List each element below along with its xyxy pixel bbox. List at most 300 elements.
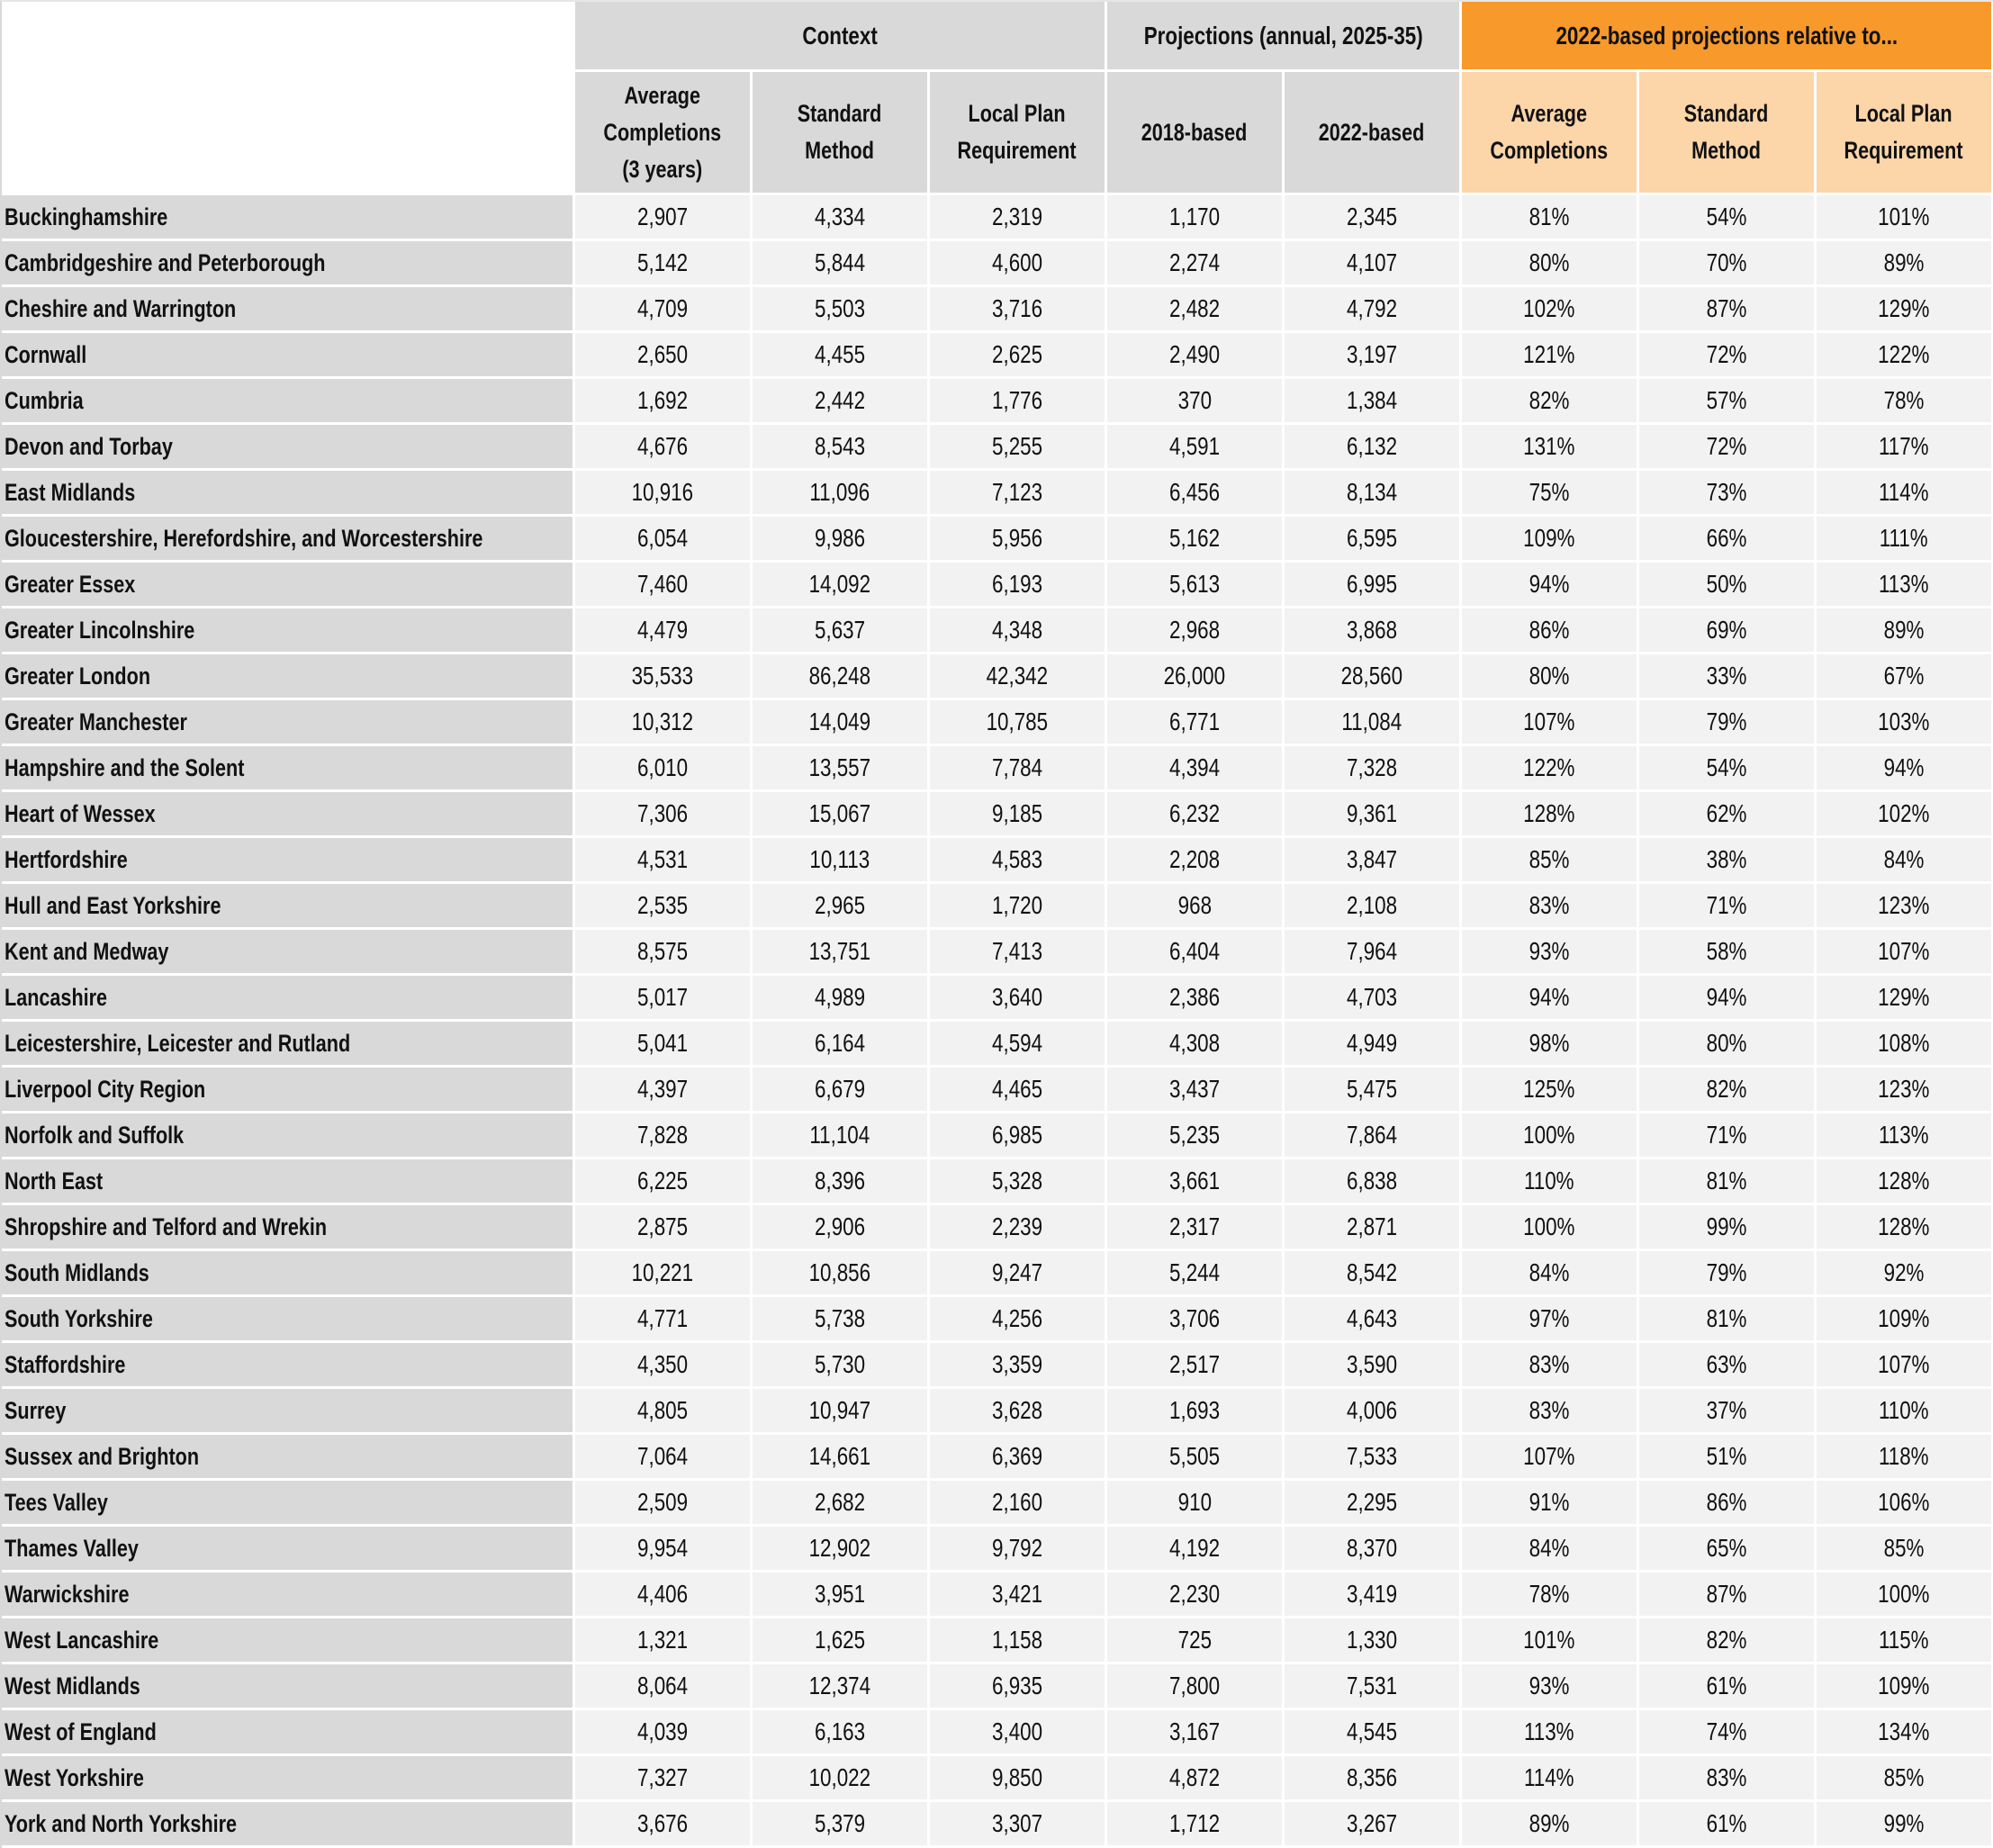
cell-value: 10,312 bbox=[631, 708, 694, 735]
cell-value: 121% bbox=[1523, 340, 1575, 368]
cell-value: 8,542 bbox=[1346, 1258, 1398, 1286]
table-cell bbox=[930, 1802, 1105, 1845]
table-cell bbox=[1462, 1710, 1637, 1753]
cell-value: 5,730 bbox=[814, 1350, 866, 1378]
table-cell bbox=[753, 1113, 927, 1157]
table-cell bbox=[1107, 700, 1282, 744]
table-cell bbox=[753, 1389, 927, 1432]
table-cell bbox=[575, 1618, 750, 1662]
cell-value: 83% bbox=[1529, 1396, 1570, 1424]
cell-value: 8,064 bbox=[636, 1672, 689, 1699]
area-name: Cheshire and Warrington bbox=[5, 294, 237, 322]
table-cell bbox=[1817, 1710, 1991, 1753]
cell-value: 5,503 bbox=[814, 294, 866, 322]
table-cell bbox=[753, 792, 927, 835]
table-cell bbox=[575, 930, 750, 973]
cell-value: 122% bbox=[1523, 753, 1575, 781]
area-name: Lancashire bbox=[5, 983, 108, 1011]
cell-value: 86% bbox=[1706, 1488, 1747, 1516]
cell-value: 84% bbox=[1883, 845, 1925, 873]
group-header-label: Projections (annual, 2025-35) bbox=[1143, 21, 1423, 50]
cell-value: 61% bbox=[1706, 1809, 1747, 1837]
table-cell bbox=[1462, 1664, 1637, 1708]
cell-value: 6,595 bbox=[1346, 524, 1398, 552]
cell-value: 101% bbox=[1878, 203, 1930, 230]
table-cell bbox=[1285, 1435, 1459, 1478]
cell-value: 54% bbox=[1706, 203, 1747, 230]
table-cell bbox=[575, 838, 750, 881]
cell-value: 110% bbox=[1879, 1396, 1929, 1424]
cell-value: 100% bbox=[1523, 1212, 1575, 1240]
table-cell bbox=[1107, 608, 1282, 652]
area-name: Sussex and Brighton bbox=[5, 1442, 200, 1470]
cell-value: 80% bbox=[1706, 1029, 1747, 1057]
table-cell bbox=[1817, 930, 1991, 973]
cell-value: 7,531 bbox=[1346, 1672, 1398, 1699]
row-label bbox=[2, 1343, 573, 1386]
table-cell bbox=[575, 1297, 750, 1340]
cell-value: 89% bbox=[1529, 1809, 1570, 1837]
cell-value: 94% bbox=[1529, 983, 1570, 1011]
cell-value: 2,517 bbox=[1168, 1350, 1221, 1378]
table-cell bbox=[753, 700, 927, 744]
cell-value: 9,850 bbox=[991, 1763, 1043, 1791]
table-cell bbox=[930, 471, 1105, 514]
row-label bbox=[2, 1664, 573, 1708]
cell-value: 128% bbox=[1878, 1167, 1930, 1194]
cell-value: 9,247 bbox=[991, 1258, 1043, 1286]
table-cell bbox=[930, 1664, 1105, 1708]
cell-value: 7,784 bbox=[991, 753, 1043, 781]
area-name: Greater Lincolnshire bbox=[5, 616, 195, 644]
row-label bbox=[2, 241, 573, 284]
table-cell bbox=[1639, 1389, 1814, 1432]
table-cell bbox=[1462, 1756, 1637, 1799]
table-cell bbox=[1285, 1664, 1459, 1708]
column-header-label bbox=[1844, 95, 1963, 169]
table-cell bbox=[575, 1664, 750, 1708]
cell-value: 2,509 bbox=[636, 1488, 689, 1516]
table-cell bbox=[1639, 1022, 1814, 1065]
row-label bbox=[2, 1573, 573, 1616]
table-cell bbox=[1817, 1205, 1991, 1249]
table-cell bbox=[1285, 563, 1459, 606]
cell-value: 10,022 bbox=[808, 1763, 871, 1791]
area-name: York and North Yorkshire bbox=[5, 1809, 238, 1837]
table-cell bbox=[1107, 1618, 1282, 1662]
table-cell bbox=[1107, 1343, 1282, 1386]
area-name: Warwickshire bbox=[5, 1580, 130, 1608]
table-cell bbox=[1285, 884, 1459, 927]
table-cell bbox=[575, 563, 750, 606]
table-cell bbox=[1639, 1664, 1814, 1708]
table-cell bbox=[930, 333, 1105, 376]
table-cell bbox=[1285, 700, 1459, 744]
table-cell bbox=[1462, 379, 1637, 422]
table-cell bbox=[1639, 1343, 1814, 1386]
cell-value: 98% bbox=[1529, 1029, 1570, 1057]
table-cell bbox=[753, 838, 927, 881]
cell-value: 1,170 bbox=[1168, 203, 1221, 230]
table-cell bbox=[1817, 1389, 1991, 1432]
cell-value: 4,545 bbox=[1346, 1717, 1398, 1745]
table-cell bbox=[1107, 1481, 1282, 1524]
table-cell bbox=[930, 517, 1105, 560]
cell-value: 92% bbox=[1883, 1258, 1925, 1286]
cell-value: 2,682 bbox=[814, 1488, 866, 1516]
cell-value: 6,456 bbox=[1168, 478, 1221, 506]
table-cell bbox=[1462, 1802, 1637, 1845]
table-cell bbox=[1817, 838, 1991, 881]
table-cell bbox=[930, 1435, 1105, 1478]
table-cell bbox=[1285, 976, 1459, 1019]
table-cell bbox=[1639, 1159, 1814, 1203]
cell-value: 50% bbox=[1706, 570, 1747, 598]
table-cell bbox=[1462, 471, 1637, 514]
cell-value: 85% bbox=[1529, 845, 1570, 873]
cell-value: 1,693 bbox=[1168, 1396, 1221, 1424]
table-cell bbox=[1107, 1068, 1282, 1111]
table-cell bbox=[1817, 1159, 1991, 1203]
row-label bbox=[2, 1389, 573, 1432]
table-cell bbox=[1285, 838, 1459, 881]
table-cell bbox=[575, 1435, 750, 1478]
cell-value: 4,465 bbox=[991, 1075, 1043, 1103]
cell-value: 72% bbox=[1706, 432, 1747, 460]
cell-value: 7,864 bbox=[1346, 1121, 1398, 1149]
cell-value: 5,379 bbox=[814, 1809, 866, 1837]
corner-blank-cell bbox=[2, 2, 573, 193]
table-cell bbox=[1639, 1756, 1814, 1799]
cell-value: 6,771 bbox=[1168, 708, 1221, 735]
cell-value: 5,244 bbox=[1168, 1258, 1221, 1286]
row-label bbox=[2, 1435, 573, 1478]
cell-value: 93% bbox=[1529, 1672, 1570, 1699]
cell-value: 5,162 bbox=[1168, 524, 1221, 552]
cell-value: 58% bbox=[1706, 937, 1747, 965]
cell-value: 6,404 bbox=[1168, 937, 1221, 965]
cell-value: 9,986 bbox=[814, 524, 866, 552]
table-cell bbox=[1462, 838, 1637, 881]
cell-value: 89% bbox=[1883, 248, 1925, 276]
table-cell bbox=[753, 425, 927, 468]
cell-value: 3,628 bbox=[991, 1396, 1043, 1424]
row-label bbox=[2, 608, 573, 652]
cell-value: 125% bbox=[1523, 1075, 1575, 1103]
table-cell bbox=[1285, 1068, 1459, 1111]
cell-value: 6,010 bbox=[636, 753, 689, 781]
cell-value: 4,703 bbox=[1346, 983, 1398, 1011]
area-name: Cumbria bbox=[5, 386, 84, 414]
cell-value: 123% bbox=[1878, 891, 1930, 919]
row-label bbox=[2, 1756, 573, 1799]
row-label bbox=[2, 471, 573, 514]
table-cell bbox=[753, 1205, 927, 1249]
cell-value: 1,720 bbox=[991, 891, 1043, 919]
table-cell bbox=[575, 1710, 750, 1753]
cell-value: 4,709 bbox=[636, 294, 689, 322]
table-cell bbox=[930, 287, 1105, 330]
cell-value: 2,230 bbox=[1168, 1580, 1221, 1608]
cell-value: 4,334 bbox=[814, 203, 866, 230]
cell-value: 57% bbox=[1706, 386, 1747, 414]
table-cell bbox=[930, 1343, 1105, 1386]
table-cell bbox=[1462, 746, 1637, 789]
table-cell bbox=[1639, 1527, 1814, 1570]
table-cell bbox=[1817, 884, 1991, 927]
cell-value: 5,142 bbox=[636, 248, 689, 276]
cell-value: 14,092 bbox=[808, 570, 871, 598]
cell-value: 2,482 bbox=[1168, 294, 1221, 322]
table-cell bbox=[930, 1022, 1105, 1065]
table-cell bbox=[1817, 425, 1991, 468]
area-name: West Lancashire bbox=[5, 1626, 159, 1654]
cell-value: 2,650 bbox=[636, 340, 689, 368]
table-cell bbox=[1639, 287, 1814, 330]
table-cell bbox=[1639, 471, 1814, 514]
cell-value: 54% bbox=[1706, 753, 1747, 781]
cell-value: 71% bbox=[1706, 891, 1747, 919]
table-cell bbox=[1107, 884, 1282, 927]
table-cell bbox=[1462, 930, 1637, 973]
row-label bbox=[2, 746, 573, 789]
cell-value: 4,406 bbox=[636, 1580, 689, 1608]
table-cell bbox=[1285, 1113, 1459, 1157]
table-cell bbox=[1462, 1113, 1637, 1157]
area-name: South Midlands bbox=[5, 1258, 149, 1286]
cell-value: 100% bbox=[1523, 1121, 1575, 1149]
area-name: Kent and Medway bbox=[5, 937, 169, 965]
area-name: Greater Essex bbox=[5, 570, 136, 598]
table-cell bbox=[1107, 333, 1282, 376]
table-cell bbox=[1817, 333, 1991, 376]
cell-value: 4,989 bbox=[814, 983, 866, 1011]
column-header-line: (3 years) bbox=[622, 155, 703, 183]
table-cell bbox=[575, 471, 750, 514]
column-header-label bbox=[798, 95, 882, 169]
column-header-line: 2018-based bbox=[1141, 118, 1248, 146]
cell-value: 5,505 bbox=[1168, 1442, 1221, 1470]
cell-value: 63% bbox=[1706, 1350, 1747, 1378]
cell-value: 5,041 bbox=[636, 1029, 689, 1057]
area-name: Cambridgeshire and Peterborough bbox=[5, 248, 326, 276]
table-cell bbox=[1107, 241, 1282, 284]
cell-value: 83% bbox=[1529, 891, 1570, 919]
cell-value: 74% bbox=[1706, 1717, 1747, 1745]
column-header-label bbox=[958, 95, 1077, 169]
cell-value: 100% bbox=[1878, 1580, 1930, 1608]
cell-value: 83% bbox=[1529, 1350, 1570, 1378]
table-cell bbox=[1107, 287, 1282, 330]
table-cell bbox=[1462, 195, 1637, 239]
table-cell bbox=[1817, 241, 1991, 284]
table-cell bbox=[1107, 425, 1282, 468]
table-cell bbox=[575, 1159, 750, 1203]
table-cell bbox=[930, 241, 1105, 284]
cell-value: 109% bbox=[1878, 1672, 1930, 1699]
table-cell bbox=[1639, 1205, 1814, 1249]
area-name: Thames Valley bbox=[5, 1534, 139, 1562]
cell-value: 5,235 bbox=[1168, 1121, 1221, 1149]
table-cell bbox=[930, 1251, 1105, 1294]
cell-value: 114% bbox=[1879, 478, 1929, 506]
cell-value: 113% bbox=[1879, 570, 1929, 598]
table-cell bbox=[753, 195, 927, 239]
table-cell bbox=[1639, 195, 1814, 239]
cell-value: 1,776 bbox=[991, 386, 1043, 414]
table-cell bbox=[1285, 333, 1459, 376]
cell-value: 122% bbox=[1878, 340, 1930, 368]
cell-value: 8,134 bbox=[1346, 478, 1398, 506]
cell-value: 4,643 bbox=[1346, 1304, 1398, 1332]
area-name: North East bbox=[5, 1167, 104, 1194]
table-cell bbox=[575, 1022, 750, 1065]
cell-value: 70% bbox=[1706, 248, 1747, 276]
cell-value: 4,006 bbox=[1346, 1396, 1398, 1424]
table-cell bbox=[575, 1205, 750, 1249]
group-header-context bbox=[575, 2, 1105, 69]
area-name: West of England bbox=[5, 1717, 157, 1745]
cell-value: 66% bbox=[1706, 524, 1747, 552]
column-header-label bbox=[1141, 114, 1248, 151]
column-header bbox=[1817, 72, 1991, 193]
table-cell bbox=[575, 287, 750, 330]
table-cell bbox=[1462, 1022, 1637, 1065]
cell-value: 2,239 bbox=[991, 1212, 1043, 1240]
cell-value: 4,256 bbox=[991, 1304, 1043, 1332]
cell-value: 94% bbox=[1529, 570, 1570, 598]
cell-value: 5,637 bbox=[814, 616, 866, 644]
table-cell bbox=[1639, 608, 1814, 652]
cell-value: 7,828 bbox=[636, 1121, 689, 1149]
row-label bbox=[2, 563, 573, 606]
table-cell bbox=[930, 884, 1105, 927]
cell-value: 4,350 bbox=[636, 1350, 689, 1378]
area-name: Surrey bbox=[5, 1396, 67, 1424]
cell-value: 106% bbox=[1878, 1488, 1930, 1516]
row-label bbox=[2, 287, 573, 330]
table-cell bbox=[1639, 1802, 1814, 1845]
cell-value: 73% bbox=[1706, 478, 1747, 506]
cell-value: 9,185 bbox=[991, 799, 1043, 827]
cell-value: 10,856 bbox=[808, 1258, 871, 1286]
table-cell bbox=[930, 425, 1105, 468]
cell-value: 968 bbox=[1177, 891, 1212, 919]
table-cell bbox=[1285, 1389, 1459, 1432]
table-cell bbox=[1462, 333, 1637, 376]
table-cell bbox=[1462, 976, 1637, 1019]
cell-value: 6,995 bbox=[1346, 570, 1398, 598]
cell-value: 4,039 bbox=[636, 1717, 689, 1745]
cell-value: 115% bbox=[1879, 1626, 1929, 1654]
table-cell bbox=[930, 700, 1105, 744]
cell-value: 14,661 bbox=[808, 1442, 871, 1470]
table-cell bbox=[1107, 195, 1282, 239]
cell-value: 7,413 bbox=[991, 937, 1043, 965]
cell-value: 4,600 bbox=[991, 248, 1043, 276]
cell-value: 94% bbox=[1883, 753, 1925, 781]
table-cell bbox=[1817, 1435, 1991, 1478]
table-cell bbox=[1817, 379, 1991, 422]
table-cell bbox=[1285, 1159, 1459, 1203]
cell-value: 5,844 bbox=[814, 248, 866, 276]
cell-value: 71% bbox=[1706, 1121, 1747, 1149]
cell-value: 113% bbox=[1879, 1121, 1929, 1149]
table-cell bbox=[1817, 792, 1991, 835]
column-header bbox=[1462, 72, 1637, 193]
cell-value: 8,370 bbox=[1346, 1534, 1398, 1562]
row-label bbox=[2, 976, 573, 1019]
table-cell bbox=[930, 1205, 1105, 1249]
cell-value: 3,640 bbox=[991, 983, 1043, 1011]
cell-value: 6,193 bbox=[991, 570, 1043, 598]
table-cell bbox=[1107, 517, 1282, 560]
table-cell bbox=[1462, 884, 1637, 927]
row-label bbox=[2, 517, 573, 560]
table-cell bbox=[1817, 700, 1991, 744]
cell-value: 6,838 bbox=[1346, 1167, 1398, 1194]
cell-value: 4,676 bbox=[636, 432, 689, 460]
cell-value: 2,965 bbox=[814, 891, 866, 919]
cell-value: 4,872 bbox=[1168, 1763, 1221, 1791]
area-name: Leicestershire, Leicester and Rutland bbox=[5, 1029, 351, 1057]
cell-value: 3,419 bbox=[1346, 1580, 1398, 1608]
table-cell bbox=[575, 1481, 750, 1524]
column-header-line: Average bbox=[1511, 100, 1588, 127]
table-cell bbox=[930, 563, 1105, 606]
table-cell bbox=[1285, 425, 1459, 468]
cell-value: 37% bbox=[1706, 1396, 1747, 1424]
area-name: Hertfordshire bbox=[5, 845, 128, 873]
cell-value: 5,738 bbox=[814, 1304, 866, 1332]
table-cell bbox=[1817, 608, 1991, 652]
table-cell bbox=[1107, 1389, 1282, 1432]
table-cell bbox=[575, 425, 750, 468]
table-cell bbox=[753, 379, 927, 422]
cell-value: 82% bbox=[1706, 1075, 1747, 1103]
table-cell bbox=[1107, 976, 1282, 1019]
cell-value: 87% bbox=[1706, 1580, 1747, 1608]
table-cell bbox=[1817, 1481, 1991, 1524]
cell-value: 6,232 bbox=[1168, 799, 1221, 827]
cell-value: 7,306 bbox=[636, 799, 689, 827]
table-cell bbox=[753, 1159, 927, 1203]
table-cell bbox=[930, 1573, 1105, 1616]
cell-value: 2,317 bbox=[1168, 1212, 1221, 1240]
cell-value: 13,557 bbox=[808, 753, 871, 781]
table-cell bbox=[1639, 1435, 1814, 1478]
cell-value: 84% bbox=[1529, 1258, 1570, 1286]
cell-value: 4,583 bbox=[991, 845, 1043, 873]
table-cell bbox=[575, 241, 750, 284]
table-cell bbox=[1817, 287, 1991, 330]
cell-value: 2,274 bbox=[1168, 248, 1221, 276]
table-cell bbox=[1462, 1389, 1637, 1432]
table-cell bbox=[1285, 241, 1459, 284]
cell-value: 80% bbox=[1529, 248, 1570, 276]
table-cell bbox=[1107, 654, 1282, 698]
column-header bbox=[930, 72, 1105, 193]
cell-value: 84% bbox=[1529, 1534, 1570, 1562]
row-label bbox=[2, 1527, 573, 1570]
table-cell bbox=[1107, 1113, 1282, 1157]
table-cell bbox=[1107, 930, 1282, 973]
cell-value: 103% bbox=[1878, 708, 1930, 735]
cell-value: 78% bbox=[1529, 1580, 1570, 1608]
row-label bbox=[2, 1113, 573, 1157]
table-cell bbox=[1462, 1573, 1637, 1616]
column-header-label bbox=[1684, 95, 1769, 169]
